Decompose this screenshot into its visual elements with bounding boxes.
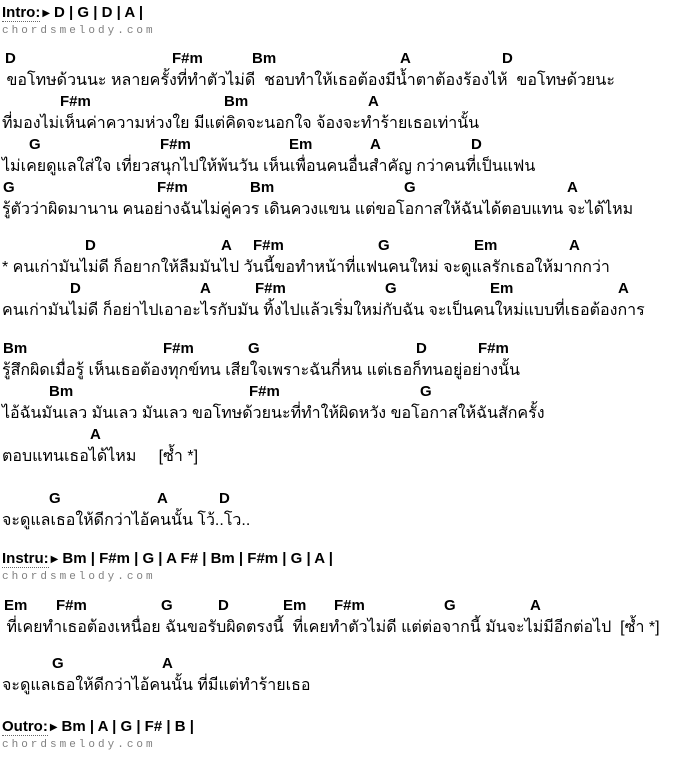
lyric-text: ไอ้ฉันมันเลว มันเลว มันเลว ขอโทษด้วยนะที่ทำให้ผิดหวัง ขอโอกาสให้ฉันสักครั้ง [2, 405, 545, 422]
chord: F#m [157, 179, 188, 196]
chord: A [530, 597, 541, 614]
chord: G [49, 490, 61, 507]
chord: A [567, 179, 578, 196]
chord: F#m [255, 280, 286, 297]
outro-chords: Bm | A | G | F# | B | [61, 718, 194, 735]
chord-row [2, 384, 690, 400]
chord-lyric-line [2, 341, 690, 384]
chord: F#m [160, 136, 191, 153]
chord: A [162, 655, 173, 672]
chord: G [385, 280, 397, 297]
chord-lyric-line [2, 598, 690, 641]
chord: A [370, 136, 381, 153]
lyric-text: รู้ตัวว่าผิดมานาน คนอย่างฉันไม่คู่ควร เดินควงแขน แต่ขอโอกาสให้ฉันได้ตอบแทน จะได้ไหม [2, 201, 634, 218]
outro-header [2, 718, 690, 738]
chord: G [161, 597, 173, 614]
chord: Bm [224, 93, 249, 110]
chord-lyric-line [2, 94, 690, 137]
chord: A [400, 50, 411, 67]
chord-row [2, 51, 690, 67]
chord-lyric-line [2, 281, 690, 324]
chord: G [3, 179, 15, 196]
instru-header [2, 550, 690, 570]
chord-row [2, 341, 690, 357]
chord: G [52, 655, 64, 672]
chord: G [378, 237, 390, 254]
lyric-text: รู้สึกผิดเมื่อรู้ เห็นเธอต้องทุกข์ทน เสียใจเพราะฉันกี่หน แต่เธอก็ทนอยู่อย่างนั้น [2, 362, 520, 379]
outro-label: Outro: [2, 718, 48, 735]
chord-row [2, 180, 690, 196]
chord: Bm [3, 340, 28, 357]
watermark: chordsmelody.com [2, 25, 156, 37]
chord-lyric-line [2, 656, 690, 699]
chord: D [218, 597, 229, 614]
lyric-text: จะดูแลเธอให้ดีกว่าไอ้คนนั้น โว้..โว.. [2, 512, 251, 529]
chord-lyric-line [2, 491, 690, 534]
lyric-text: ที่มองไม่เห็นค่าความห่วงใย มีแต่คิดจะนอกใจ จ้องจะทำร้ายเธอเท่านั้น [2, 115, 480, 132]
chord: A [157, 490, 168, 507]
chord: A [618, 280, 629, 297]
lyric-text: ตอบแทนเธอได้ไหม [ซ้ำ *] [2, 448, 199, 465]
chord: G [420, 383, 432, 400]
chord-lyric-line [2, 238, 690, 281]
chord: D [70, 280, 81, 297]
chord-row [2, 137, 690, 153]
chord: F#m [249, 383, 280, 400]
lyric-text: ที่เคยทำเธอต้องเหนื่อย ฉันขอรับผิดตรงนี้ ที่เคยทำตัวไม่ดี แต่ต่อจากนี้ มันจะไม่มีอีกต่อไป [ซ้ำ *] [2, 619, 660, 636]
chord-row [2, 598, 690, 614]
chord: Em [289, 136, 313, 153]
chord: D [502, 50, 513, 67]
chord: F#m [60, 93, 91, 110]
chord-lyric-line [2, 137, 690, 180]
chord: D [416, 340, 427, 357]
chord: Em [490, 280, 514, 297]
chord: G [404, 179, 416, 196]
instru-chords: Bm | F#m | G | A F# | Bm | F#m | G | A | [62, 550, 333, 567]
chord: D [471, 136, 482, 153]
instru-label: Instru: [2, 550, 49, 567]
intro-label: Intro: [2, 4, 41, 21]
chord: F#m [56, 597, 87, 614]
chord: D [5, 50, 16, 67]
chord: F#m [163, 340, 194, 357]
chord-row [2, 656, 690, 672]
play-icon[interactable]: ▶ [50, 554, 59, 565]
lyric-text: * คนเก่ามันไม่ดี ก็อยากให้ลืมมันไป วันนี้ขอทำหน้าที่แฟนคนใหม่ จะดูแลรักเธอให้มากกว่า [2, 259, 610, 276]
lyric-text: ขอโทษด้วนนะ หลายครั้งที่ทำตัวไม่ดี ชอบทำให้เธอต้องมีน้ำตาต้องร้องไห้ ขอโทษด้วยนะ [2, 72, 615, 89]
lyric-text: จะดูแลเธอให้ดีกว่าไอ้คนนั้น ที่มีแต่ทำร้ายเธอ [2, 677, 311, 694]
chord: Em [283, 597, 307, 614]
chord: A [221, 237, 232, 254]
chord: Bm [250, 179, 275, 196]
lyric-text: คนเก่ามันไม่ดี ก็อย่าไปเอาอะไรกับมัน ทิ้งไปแล้วเริ่มใหม่กับฉัน จะเป็นคนใหม่แบบที่เธอต้องการ [2, 302, 645, 319]
play-icon[interactable]: ▶ [42, 8, 51, 19]
chord: Bm [49, 383, 74, 400]
chord-lyric-line [2, 384, 690, 427]
chord: D [85, 237, 96, 254]
chord: A [368, 93, 379, 110]
chord-row [2, 427, 690, 443]
intro-header [2, 4, 690, 24]
chord: G [444, 597, 456, 614]
watermark: chordsmelody.com [2, 739, 156, 751]
chord: Bm [252, 50, 277, 67]
chord: A [90, 426, 101, 443]
chord: F#m [334, 597, 365, 614]
chord: A [200, 280, 211, 297]
lyric-text: ไม่เคยดูแลใส่ใจ เที่ยวสนุกไปให้พ้นวัน เห็นเพื่อนคนอื่นสำคัญ กว่าคนที่เป็นแฟน [2, 158, 536, 175]
chord-row [2, 281, 690, 297]
chord: F#m [253, 237, 284, 254]
watermark: chordsmelody.com [2, 571, 156, 583]
chord-lyric-line [2, 427, 690, 470]
chord-row [2, 94, 690, 110]
chord: G [29, 136, 41, 153]
chord: Em [474, 237, 498, 254]
intro-chords: D | G | D | A | [54, 4, 144, 21]
chord: F#m [172, 50, 203, 67]
play-icon[interactable]: ▶ [49, 722, 58, 733]
chord-row [2, 238, 690, 254]
chord: F#m [478, 340, 509, 357]
chord: D [219, 490, 230, 507]
chord: A [569, 237, 580, 254]
chord: Em [4, 597, 28, 614]
chord-lyric-line [2, 180, 690, 223]
chord-lyric-line [2, 51, 690, 94]
chord: G [248, 340, 260, 357]
chord-row [2, 491, 690, 507]
